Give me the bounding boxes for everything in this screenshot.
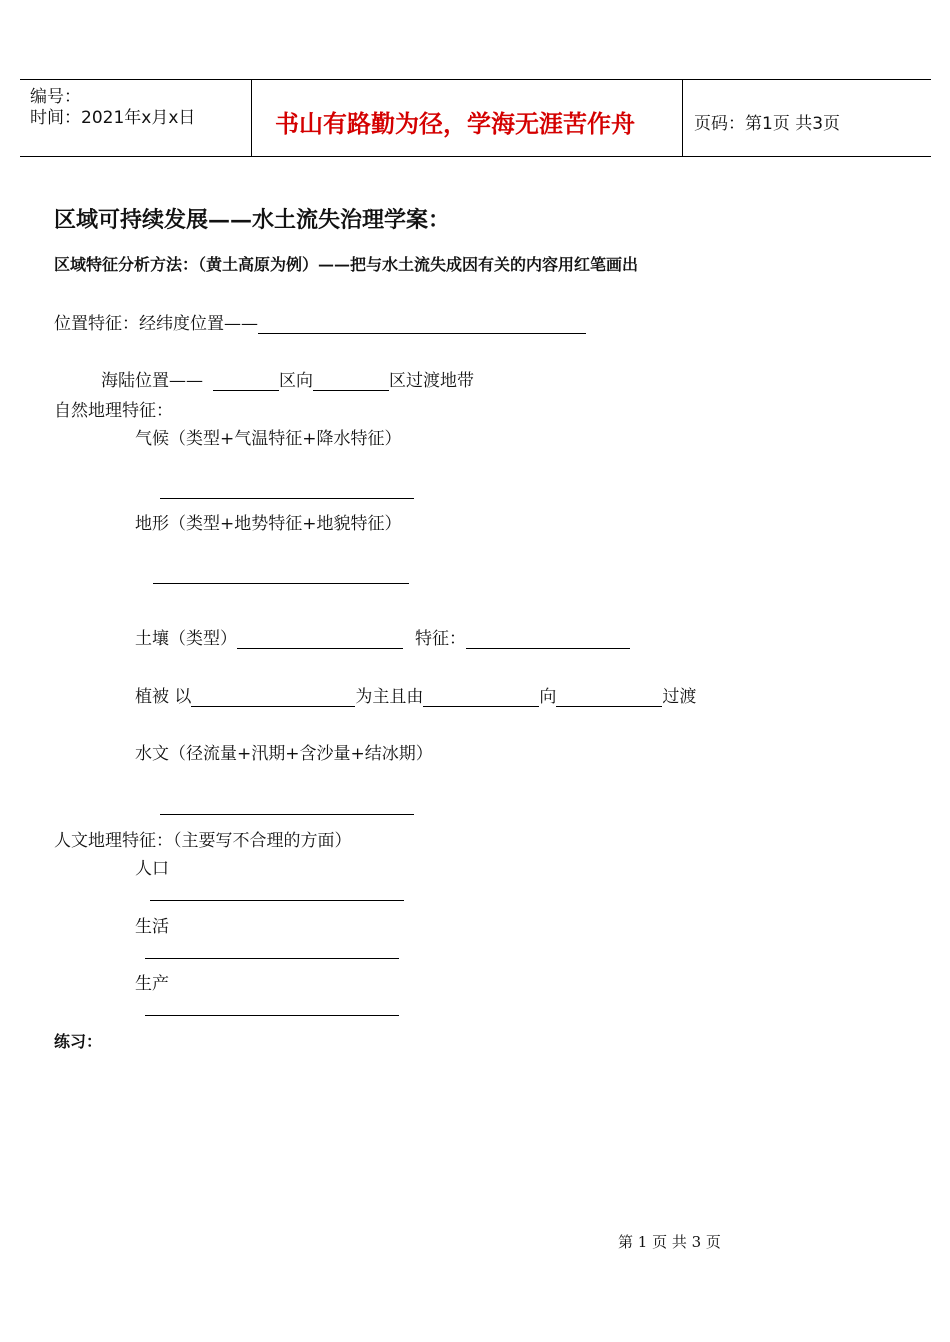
soil-feature-label: 特征：: [415, 629, 466, 649]
natural-heading: 自然地理特征：: [54, 401, 173, 421]
population-blank[interactable]: [150, 900, 404, 901]
header-divider-right: [682, 80, 683, 157]
climate-blank[interactable]: [160, 498, 414, 499]
page-footer: 第 1 页 共 3 页: [618, 1233, 721, 1251]
header-bottom-border: [20, 156, 931, 157]
sealand-blank-1[interactable]: [213, 372, 279, 391]
terrain-label: 地形（类型+地势特征+地貌特征）: [135, 514, 402, 534]
soil-label: 土壤（类型）: [135, 629, 237, 649]
latlon-blank[interactable]: [258, 315, 586, 334]
living-label: 生活: [135, 917, 169, 937]
terrain-blank[interactable]: [153, 583, 409, 584]
page-title: 区域可持续发展——水土流失治理学案：: [54, 207, 451, 233]
exercise-heading: 练习：: [54, 1032, 103, 1051]
sealand-blank-2[interactable]: [313, 372, 389, 391]
vegetation-row: [135, 682, 696, 707]
soil-feature-blank[interactable]: [466, 630, 630, 649]
location-sealand-row: [101, 366, 474, 391]
climate-label: 气候（类型+气温特征+降水特征）: [135, 429, 402, 449]
vegetation-suffix: 过渡: [662, 687, 697, 707]
living-blank[interactable]: [145, 958, 399, 959]
page-info: 页码：第1页 共3页: [694, 114, 841, 134]
soil-type-blank[interactable]: [237, 630, 403, 649]
vegetation-mid2: 向: [539, 687, 557, 707]
sealand-suffix: 区过渡地带: [389, 371, 474, 391]
vegetation-blank-1[interactable]: [191, 688, 355, 707]
hydrology-label: 水文（径流量+汛期+含沙量+结冰期）: [135, 744, 433, 764]
page-subtitle: 区域特征分析方法：（黄土高原为例）——把与水土流失成因有关的内容用红笔画出: [54, 255, 639, 274]
header-divider-left: [251, 80, 252, 157]
serial-label: 编号：: [30, 87, 81, 107]
motto: 书山有路勤为径，学海无涯苦作舟: [275, 110, 635, 138]
hydrology-blank[interactable]: [160, 814, 414, 815]
sealand-prefix: 海陆位置——: [101, 371, 203, 391]
production-label: 生产: [135, 974, 169, 994]
vegetation-blank-3[interactable]: [556, 688, 662, 707]
human-heading: 人文地理特征：（主要写不合理的方面）: [54, 831, 352, 851]
sealand-mid: 区向: [279, 371, 313, 391]
vegetation-prefix: 植被 以: [135, 687, 192, 707]
header-top-border: [20, 79, 931, 80]
vegetation-mid1: 为主且由: [355, 687, 424, 707]
vegetation-blank-2[interactable]: [423, 688, 539, 707]
location-latlon-row: [54, 309, 586, 334]
production-blank[interactable]: [145, 1015, 399, 1016]
population-label: 人口: [135, 859, 169, 879]
soil-row: [135, 624, 630, 649]
time-label: 时间：2021年x月x日: [30, 108, 196, 128]
location-latlon-label: 位置特征：经纬度位置——: [54, 314, 258, 334]
